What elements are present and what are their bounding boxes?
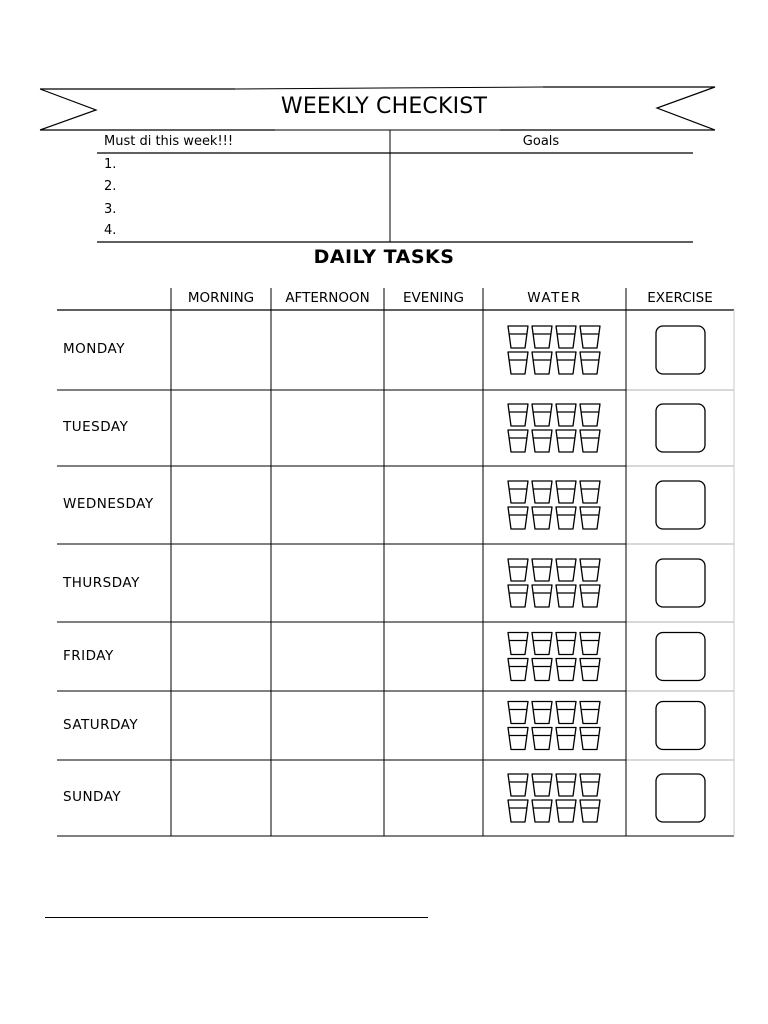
water-glass-icon[interactable]: [532, 559, 552, 581]
water-glass-icon[interactable]: [532, 633, 552, 655]
water-glass-icon[interactable]: [556, 728, 576, 750]
water-glass-icon[interactable]: [580, 585, 600, 607]
signature-line: [45, 917, 428, 918]
water-glass-icon[interactable]: [508, 430, 528, 452]
water-glass-icon[interactable]: [580, 430, 600, 452]
day-label-friday: FRIDAY: [63, 648, 114, 664]
must-do-header: Must di this week!!!: [104, 134, 234, 149]
water-glass-icon[interactable]: [508, 352, 528, 374]
water-glass-icon[interactable]: [556, 800, 576, 822]
water-glass-icon[interactable]: [508, 800, 528, 822]
water-glass-icon[interactable]: [580, 481, 600, 503]
daily-tasks-title: DAILY TASKS: [313, 246, 455, 268]
water-glass-icon[interactable]: [508, 633, 528, 655]
water-glass-icon[interactable]: [532, 404, 552, 426]
water-glass-icon[interactable]: [508, 326, 528, 348]
column-header-morning: MORNING: [187, 290, 255, 306]
water-glass-icon[interactable]: [508, 774, 528, 796]
water-glass-icon[interactable]: [580, 633, 600, 655]
exercise-checkbox[interactable]: [656, 633, 705, 681]
water-glass-icon[interactable]: [580, 559, 600, 581]
column-header-evening: EVENING: [403, 290, 464, 306]
must-do-item: 2.: [104, 179, 117, 194]
water-glass-icon[interactable]: [556, 585, 576, 607]
exercise-checkbox[interactable]: [656, 326, 705, 374]
water-glass-icon[interactable]: [532, 352, 552, 374]
water-glass-icon[interactable]: [508, 585, 528, 607]
must-do-item: 4.: [104, 223, 117, 238]
day-label-tuesday: TUESDAY: [63, 419, 129, 435]
water-glass-icon[interactable]: [580, 507, 600, 529]
water-glass-icon[interactable]: [580, 774, 600, 796]
water-glass-icon[interactable]: [532, 702, 552, 724]
exercise-checkbox[interactable]: [656, 559, 705, 607]
water-glass-icon[interactable]: [508, 702, 528, 724]
water-glass-icon[interactable]: [532, 430, 552, 452]
water-glass-icon[interactable]: [556, 659, 576, 681]
water-glass-icon[interactable]: [508, 659, 528, 681]
column-header-afternoon: AFTERNOON: [285, 290, 370, 306]
water-glass-icon[interactable]: [556, 481, 576, 503]
water-glass-icon[interactable]: [556, 702, 576, 724]
water-glass-icon[interactable]: [508, 404, 528, 426]
water-glass-icon[interactable]: [532, 326, 552, 348]
day-label-saturday: SATURDAY: [63, 717, 139, 733]
water-glass-icon[interactable]: [556, 633, 576, 655]
water-glass-icon[interactable]: [508, 559, 528, 581]
water-glass-icon[interactable]: [508, 481, 528, 503]
water-glass-icon[interactable]: [508, 507, 528, 529]
water-glass-icon[interactable]: [556, 404, 576, 426]
water-glass-icon[interactable]: [556, 352, 576, 374]
must-do-item: 1.: [104, 157, 117, 172]
water-glass-icon[interactable]: [532, 659, 552, 681]
water-glass-icon[interactable]: [556, 507, 576, 529]
day-label-sunday: SUNDAY: [63, 789, 122, 805]
water-glass-icon[interactable]: [556, 559, 576, 581]
page-title: WEEKLY CHECKIST: [280, 94, 488, 119]
water-glass-icon[interactable]: [508, 728, 528, 750]
water-glass-icon[interactable]: [556, 326, 576, 348]
day-label-thursday: THURSDAY: [63, 575, 140, 591]
water-glass-icon[interactable]: [580, 326, 600, 348]
water-glass-icon[interactable]: [532, 728, 552, 750]
water-glass-icon[interactable]: [580, 702, 600, 724]
water-glass-icon[interactable]: [580, 728, 600, 750]
exercise-checkbox[interactable]: [656, 404, 705, 452]
water-glass-icon[interactable]: [580, 404, 600, 426]
goals-header: Goals: [522, 134, 560, 149]
must-do-item: 3.: [104, 202, 117, 217]
water-glass-icon[interactable]: [580, 352, 600, 374]
water-glass-icon[interactable]: [532, 507, 552, 529]
column-header-exercise: EXERCISE: [647, 290, 713, 306]
exercise-checkbox[interactable]: [656, 774, 705, 822]
water-glass-icon[interactable]: [556, 774, 576, 796]
water-glass-icon[interactable]: [532, 774, 552, 796]
water-glass-icon[interactable]: [580, 659, 600, 681]
water-glass-icon[interactable]: [532, 800, 552, 822]
exercise-checkbox[interactable]: [656, 702, 705, 750]
water-glass-icon[interactable]: [556, 430, 576, 452]
water-glass-icon[interactable]: [532, 481, 552, 503]
day-label-monday: MONDAY: [63, 341, 125, 357]
day-label-wednesday: WEDNESDAY: [63, 496, 154, 512]
column-header-water: WATER: [527, 290, 582, 306]
water-glass-icon[interactable]: [580, 800, 600, 822]
exercise-checkbox[interactable]: [656, 481, 705, 529]
water-glass-icon[interactable]: [532, 585, 552, 607]
